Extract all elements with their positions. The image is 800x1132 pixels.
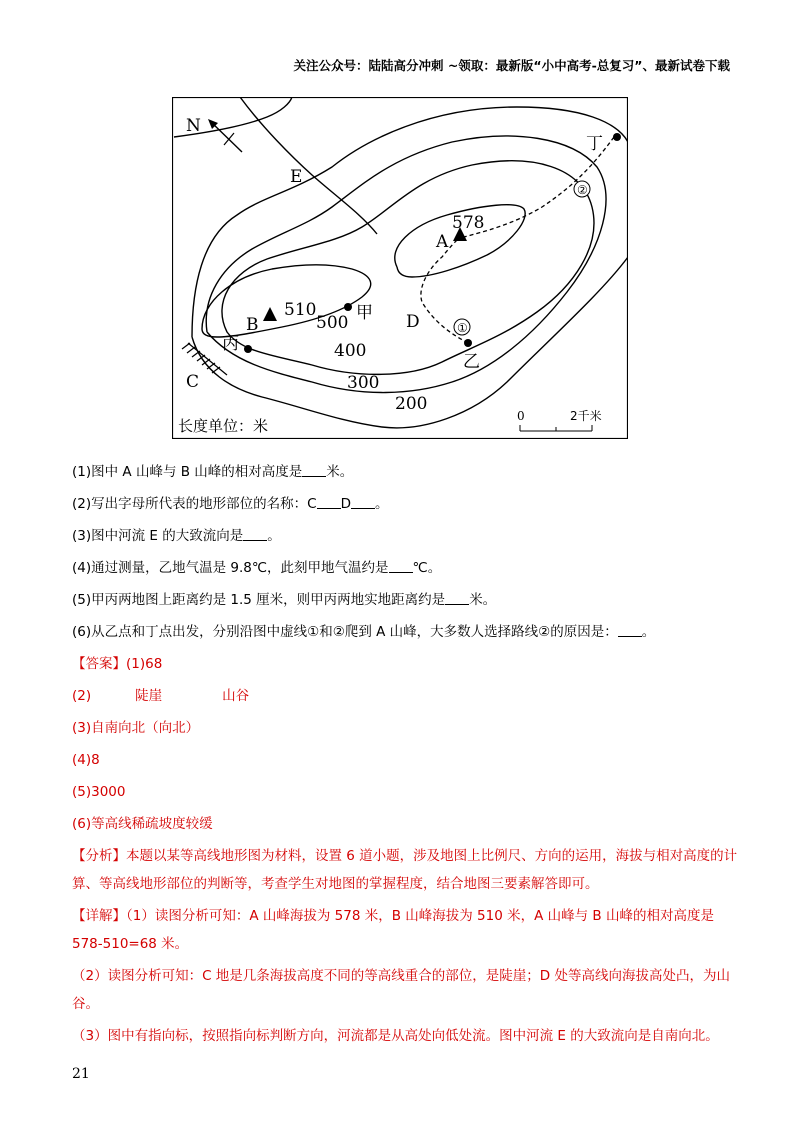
unit-label: 长度单位：米	[178, 417, 269, 435]
cliff-c-hatching	[182, 343, 227, 375]
question-2: (2)写出字母所代表的地形部位的名称：C D 。	[72, 496, 389, 512]
label-ding: 丁	[586, 134, 603, 154]
detail-paragraph-3: （3）图中有指向标，按照指向标判断方向，河流都是从高处向低处流。图中河流 E 的大致流向是自南向北。	[72, 1028, 719, 1044]
point-jia	[344, 303, 352, 311]
map-border	[173, 98, 628, 439]
peak-b-icon	[263, 307, 277, 321]
point-yi	[464, 339, 472, 347]
blank[interactable]	[302, 462, 326, 477]
route-1-label: ①	[457, 321, 468, 335]
detail-paragraph-2: （2）读图分析可知：C 地是几条海拔高度不同的等高线重合的部位，是陡崖；D 处等高线向海拔高处凸，为山谷。	[72, 968, 730, 1012]
point-bing	[244, 345, 252, 353]
answer-6: (6)等高线稀疏坡度较缓	[72, 816, 213, 832]
label-jia: 甲	[356, 303, 373, 323]
blank[interactable]	[445, 590, 469, 605]
answer-3: (3)自南向北（向北）	[72, 720, 200, 736]
route-2-label: ②	[577, 183, 588, 197]
question-6: (6)从乙点和丁点出发，分别沿图中虚线①和②爬到 A 山峰，大多数人选择路线②的原因是： 。	[72, 624, 656, 640]
contour-200	[192, 107, 628, 428]
peak-a-elevation: 578	[452, 213, 485, 233]
answer-4: (4)8	[72, 752, 100, 768]
answer-5: (5)3000	[72, 784, 126, 800]
contour-label-200: 200	[395, 394, 428, 414]
contour-label-500: 500	[316, 313, 349, 333]
page-number: 21	[72, 1066, 90, 1082]
label-e: E	[290, 167, 303, 187]
label-bing: 丙	[222, 334, 239, 354]
peak-b-elevation: 510	[284, 300, 317, 320]
analysis-paragraph: 【分析】本题以某等高线地形图为材料，设置 6 道小题，涉及地图上比例尺、方向的运用，海拔与相对高度的计算、等高线地形部位的判断等，考查学生对地图的掌握程度，结合地图三要素解答即可。	[72, 848, 738, 892]
contour-label-400: 400	[334, 341, 367, 361]
blank[interactable]	[317, 494, 341, 509]
answer-1: 【答案】(1)68	[72, 656, 163, 672]
scale-zero: 0	[517, 409, 525, 423]
question-4: (4)通过测量，乙地气温是 9.8℃，此刻甲地气温约是 ℃。	[72, 560, 442, 576]
blank[interactable]	[243, 526, 267, 541]
river-e	[240, 97, 377, 234]
answer-2: (2) 陡崖 山谷	[72, 688, 250, 704]
detail-paragraph-1: 【详解】（1）读图分析可知：A 山峰海拔为 578 米，B 山峰海拔为 510 米，A 山峰与 B 山峰的相对高度是 578-510=68 米。	[72, 908, 714, 952]
contour-map	[172, 97, 628, 439]
blank[interactable]	[351, 494, 375, 509]
scale-bar	[520, 425, 592, 431]
point-ding	[613, 133, 621, 141]
question-5: (5)甲丙两地图上距离约是 1.5 厘米，则甲丙两地实地距离约是 米。	[72, 592, 497, 608]
blank[interactable]	[618, 622, 642, 637]
question-3: (3)图中河流 E 的大致流向是 。	[72, 528, 281, 544]
scale-length: 2千米	[570, 409, 602, 423]
label-yi: 乙	[463, 352, 480, 372]
label-d: D	[406, 312, 420, 332]
north-arrow-icon	[208, 119, 242, 152]
peak-a-label: A	[436, 232, 449, 252]
contour-label-300: 300	[347, 373, 380, 393]
label-c: C	[186, 372, 200, 392]
blank[interactable]	[389, 558, 413, 573]
peak-b-label: B	[246, 315, 259, 335]
question-1: (1)图中 A 山峰与 B 山峰的相对高度是 米。	[72, 464, 354, 480]
north-label: N	[186, 116, 201, 136]
page-header: 关注公众号：陆陆高分冲刺 ~领取：最新版“小中高考-总复习”、最新试卷下载	[293, 58, 730, 73]
